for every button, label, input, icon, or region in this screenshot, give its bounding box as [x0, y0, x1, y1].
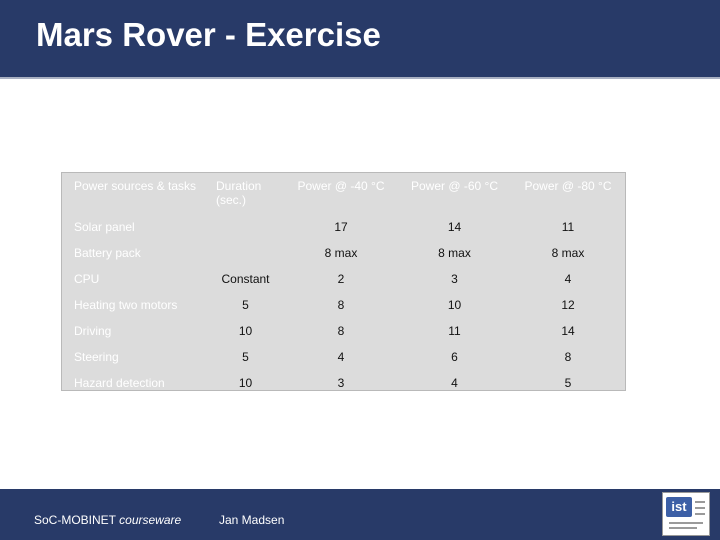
- power-80-cell: 8: [564, 350, 572, 364]
- power-60-cell: 14: [447, 220, 462, 234]
- table-row: [62, 344, 625, 370]
- table-row: [62, 292, 625, 318]
- power-table: [61, 172, 626, 391]
- power-40-cell: 8: [337, 324, 345, 338]
- power-40-cell: 2: [337, 272, 345, 286]
- table-header-row: [62, 173, 625, 214]
- power-80-cell: 14: [561, 324, 575, 338]
- header-power-sources: Power sources & tasks: [74, 179, 197, 193]
- power-40-cell: 17: [334, 220, 348, 234]
- duration-cell: [207, 214, 284, 240]
- header-duration: Duration (sec.): [216, 179, 262, 207]
- title-divider: [0, 77, 720, 79]
- table-row: [62, 266, 625, 292]
- power-40-cell: 3: [337, 376, 345, 390]
- logo-decoration: [695, 513, 705, 515]
- header-power-60: Power @ -60 °C: [410, 179, 498, 193]
- power-80-cell: 11: [561, 220, 575, 234]
- power-60-cell: 10: [447, 298, 462, 312]
- task-cell: Driving: [74, 324, 112, 338]
- logo-decoration: [669, 527, 697, 529]
- table-row: [62, 318, 625, 344]
- header-power-40: Power @ -40 °C: [297, 179, 385, 193]
- power-80-cell: 5: [564, 376, 572, 390]
- power-40-cell: 4: [337, 350, 345, 364]
- power-40-cell: 8 max: [324, 246, 358, 260]
- task-cell: Steering: [74, 350, 119, 364]
- footer-bar: [0, 489, 720, 540]
- author-name: Jan Madsen: [219, 513, 285, 527]
- task-cell: Heating two motors: [74, 298, 178, 312]
- task-cell: CPU: [74, 272, 100, 286]
- power-60-cell: 11: [448, 324, 461, 338]
- ist-logo: [662, 492, 710, 536]
- power-40-cell: 8: [337, 298, 345, 312]
- power-60-cell: 4: [451, 376, 458, 390]
- task-cell: Hazard detection: [74, 376, 165, 390]
- task-cell: Solar panel: [74, 220, 135, 234]
- power-80-cell: 12: [561, 298, 575, 312]
- table-row: [62, 370, 625, 396]
- table-row: [62, 214, 625, 240]
- power-60-cell: 8 max: [438, 246, 471, 260]
- logo-decoration: [695, 507, 705, 509]
- power-80-cell: 4: [564, 272, 572, 286]
- course-name: SoC-MOBINET: [34, 513, 116, 527]
- duration-cell: 5: [242, 350, 249, 364]
- ist-logo-badge: ist: [666, 497, 692, 517]
- duration-cell: 5: [242, 298, 249, 312]
- course-label: [34, 513, 181, 527]
- title-bar: [0, 0, 720, 79]
- course-suffix: courseware: [119, 513, 182, 527]
- duration-cell: 10: [238, 324, 253, 338]
- task-cell: Battery pack: [74, 246, 141, 260]
- power-80-cell: 8 max: [551, 246, 585, 260]
- duration-cell: [207, 240, 284, 266]
- duration-cell: 10: [238, 376, 253, 390]
- logo-decoration: [669, 522, 703, 524]
- header-power-80: Power @ -80 °C: [524, 179, 612, 193]
- power-60-cell: 6: [451, 350, 458, 364]
- power-60-cell: 3: [451, 272, 458, 286]
- duration-cell: Constant: [221, 272, 270, 286]
- table-row: [62, 240, 625, 266]
- logo-decoration: [695, 501, 705, 503]
- slide-title: Mars Rover - Exercise: [36, 16, 381, 53]
